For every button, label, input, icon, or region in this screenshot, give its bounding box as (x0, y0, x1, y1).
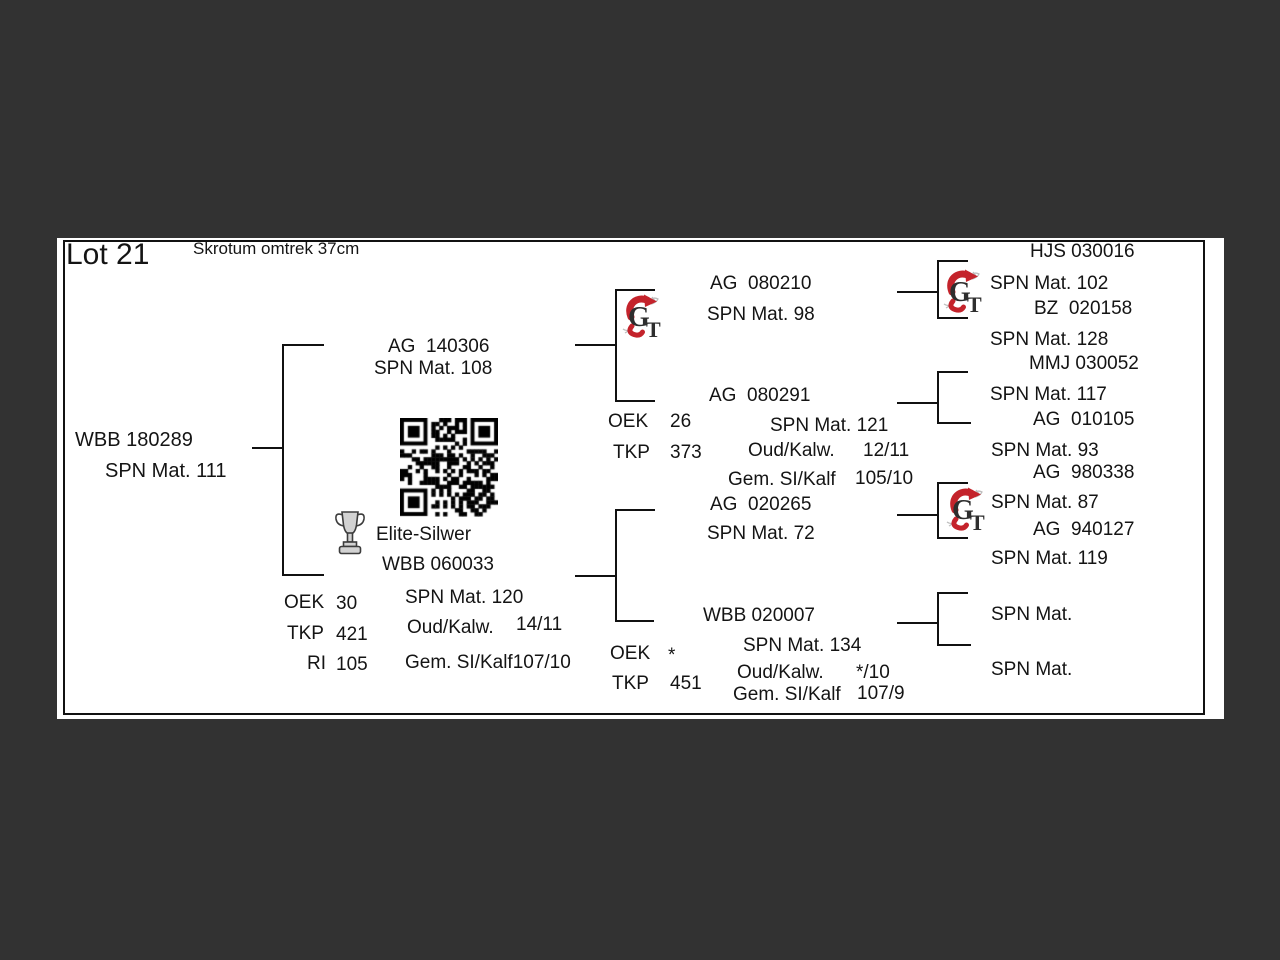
svg-text:G: G (952, 495, 974, 526)
dam-sire-sire-spn: SPN Mat. 87 (991, 492, 1099, 513)
dam-tkp-label: TKP (287, 623, 324, 644)
dam-dam-oud-label: Oud/Kalw. (737, 662, 824, 683)
pedigree-line (252, 447, 283, 449)
dam-dam-oud-value: */10 (856, 662, 890, 683)
pedigree-line (938, 482, 968, 484)
trophy-icon (330, 509, 370, 557)
dam-gem-label: Gem. SI/Kalf (405, 652, 513, 673)
sire-sire-dam-id: BZ 020158 (1034, 298, 1133, 319)
sire-dam-oud-value: 12/11 (863, 440, 910, 461)
breeders-society-logo (940, 268, 985, 320)
sire-dam-id: AG 080291 (709, 385, 811, 406)
dam-ri-label: RI (307, 653, 326, 674)
border-left (63, 240, 65, 715)
dam-sire-dam-id: AG 940127 (1033, 519, 1135, 540)
dam-dam-tkp-label: TKP (612, 673, 649, 694)
sire-sire-dam-spn: SPN Mat. 128 (990, 329, 1109, 350)
sire-dam-tkp-label: TKP (613, 442, 650, 463)
pedigree-line (897, 622, 938, 624)
pedigree-line (897, 514, 938, 516)
dam-sire-sire-id: AG 980338 (1033, 462, 1135, 483)
dam-dam-oek-label: OEK (610, 643, 651, 664)
dam-sire-dam-spn: SPN Mat. 119 (991, 548, 1108, 569)
pedigree-line (616, 620, 654, 622)
pedigree-line (283, 574, 324, 576)
pedigree-line (283, 344, 324, 346)
dam-dam-spn: SPN Mat. 134 (743, 635, 862, 656)
sire-sire-sire-spn: SPN Mat. 102 (990, 273, 1109, 294)
sire-dam-sire-spn: SPN Mat. 117 (990, 384, 1107, 405)
sire-dam-sire-id: MMJ 030052 (1029, 353, 1139, 374)
pedigree-line (938, 260, 968, 262)
pedigree-line (938, 422, 971, 424)
dam-tkp-value: 421 (336, 624, 368, 645)
svg-text:T: T (646, 317, 661, 340)
dam-ri-value: 105 (336, 654, 368, 675)
pedigree-line (937, 592, 939, 646)
dam-dam-sire-spn: SPN Mat. (991, 604, 1073, 625)
dam-dam-oek-value: * (668, 645, 676, 666)
pedigree-line (616, 509, 655, 511)
animal-spn: SPN Mat. 111 (105, 460, 227, 482)
breeders-society-logo (943, 486, 988, 538)
pedigree-line (938, 644, 971, 646)
pedigree-line (937, 482, 939, 539)
sire-sire-spn: SPN Mat. 98 (707, 304, 815, 325)
pedigree-line (282, 344, 284, 576)
border-bottom (63, 713, 1205, 715)
sire-dam-oek-label: OEK (608, 411, 649, 432)
sire-dam-dam-id: AG 010105 (1033, 409, 1135, 430)
sire-dam-tkp-value: 373 (670, 442, 702, 463)
qr-code (400, 418, 498, 517)
dam-oud-label: Oud/Kalw. (407, 617, 494, 638)
pedigree-line (616, 289, 655, 291)
dam-dam-gem-value: 107/9 (857, 683, 905, 704)
sire-dam-oek-value: 26 (670, 411, 692, 432)
pedigree-line (615, 509, 617, 622)
dam-spn: SPN Mat. 120 (405, 587, 524, 608)
pedigree-line (938, 371, 968, 373)
dam-oek-label: OEK (284, 592, 325, 613)
dam-gem-value: 107/10 (512, 652, 571, 673)
sire-dam-oud-label: Oud/Kalw. (748, 440, 835, 461)
dam-dam-tkp-value: 451 (670, 673, 702, 694)
dam-award-name: Elite-Silwer (376, 524, 472, 545)
dam-gem-row (405, 653, 571, 674)
dam-id: WBB 060033 (382, 554, 494, 575)
dam-oud-value: 14/11 (516, 614, 563, 635)
pedigree-line (897, 402, 938, 404)
sire-dam-dam-spn: SPN Mat. 93 (991, 440, 1099, 461)
pedigree-line (575, 575, 616, 577)
sire-dam-gem-label: Gem. SI/Kalf (728, 469, 836, 490)
animal-id: WBB 180289 (75, 429, 193, 451)
sire-sire-id: AG 080210 (710, 273, 812, 294)
pedigree-line (616, 400, 655, 402)
svg-text:G: G (628, 302, 650, 333)
dam-sire-spn: SPN Mat. 72 (707, 523, 815, 544)
sire-id: AG 140306 (388, 336, 490, 357)
pedigree-line (938, 592, 968, 594)
sire-spn: SPN Mat. 108 (374, 358, 493, 379)
dam-dam-id: WBB 020007 (703, 605, 815, 626)
dam-sire-id: AG 020265 (710, 494, 812, 515)
dam-dam-dam-spn: SPN Mat. (991, 659, 1073, 680)
border-right (1203, 240, 1205, 715)
svg-text:G: G (949, 277, 971, 308)
scrotum-note: Skrotum omtrek 37cm (193, 239, 360, 258)
pedigree-line (937, 371, 939, 424)
svg-text:T: T (967, 292, 982, 315)
lot-number: Lot 21 (66, 238, 150, 271)
pedigree-line (897, 291, 938, 293)
dam-oek-value: 30 (336, 593, 358, 614)
breeders-society-logo (619, 293, 664, 345)
sire-dam-gem-value: 105/10 (855, 468, 914, 489)
pedigree-line (575, 344, 616, 346)
dam-dam-gem-label: Gem. SI/Kalf (733, 684, 841, 705)
pedigree-line (937, 260, 939, 319)
sire-dam-spn: SPN Mat. 121 (770, 415, 889, 436)
sire-sire-sire-id: HJS 030016 (1030, 241, 1135, 262)
pedigree-line (615, 289, 617, 402)
svg-text:T: T (970, 510, 985, 533)
